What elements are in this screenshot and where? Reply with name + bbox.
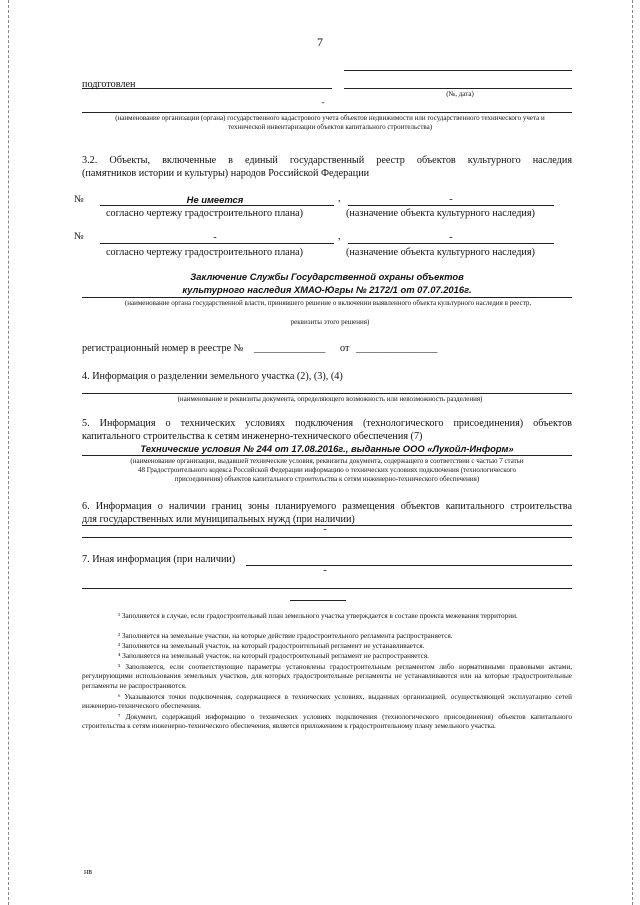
section-6-value: - — [323, 524, 327, 535]
object-comma-1: , — [338, 193, 341, 204]
section-3-2-text-line2: (памятников истории и культуры) народов Российской Федерации — [82, 168, 370, 179]
section-7-value: - — [323, 565, 327, 576]
footnote-7: ⁷ Документ, содержащий информацию о технических условиях подключения (технологического присоединения) объектов капитального строительства к сетям инженерно-технического обеспечения, является приложением к градостроительному плану земельного участка. — [82, 713, 572, 731]
section-5-caption-line2: 48 Градостроительного кодекса Российской Федерации информацию о технических условиях подключения (технологического — [137, 466, 517, 474]
section-5-text-line2: капитального строительства к сетям инженерно-технического обеспечения (7) — [82, 431, 423, 442]
footnote-1: ¹ Заполняется в случае, если градостроительный план земельного участка утверждается в составе проекта межевания территории. — [118, 612, 518, 620]
section-6-text-line1: 6. Информация о наличии границ зоны планируемого размещения объектов капитального строительства — [82, 501, 572, 512]
section-4-caption: (наименование и реквизиты документа, определяющего возможность или невозможность разделения) — [177, 395, 483, 403]
object-value-right-2: - — [449, 232, 453, 243]
section-3-2-text-line1: 3.2. Объекты, включенные в единый государственный реестр объектов культурного наследия — [82, 155, 572, 166]
object-caption-left-1: согласно чертежу градостроительного плана) — [106, 208, 304, 219]
center-dash-1: - — [321, 97, 325, 107]
object-caption-left-2: согласно чертежу градостроительного плана) — [106, 247, 304, 258]
org-underline — [82, 112, 572, 113]
conclusion-line2: культурного наследия ХМАО-Югры № 2172/1 от 07.07.2016г. — [182, 284, 472, 295]
object-number-label-1: № — [74, 194, 84, 205]
footnote-4: ⁴ Заполняется на земельный участок, на который градостроительный регламент не распространяется. — [118, 652, 429, 660]
section-5-value: Технические условия № 244 от 17.08.2016г., выданные ООО «Лукойл-Информ» — [140, 443, 514, 454]
section-5-underline — [82, 455, 572, 456]
prepared-label: подготовлен — [82, 79, 136, 90]
footnote-2: ² Заполняется на земельные участки, на которые действие градостроительного регламента распространяется. — [118, 632, 453, 640]
object-value-right-1: - — [449, 194, 453, 205]
page-number: 7 — [317, 35, 323, 49]
scan-edge-right — [632, 0, 633, 905]
number-date-caption: (№, дата) — [446, 90, 474, 98]
registration-from-blank: ________________ — [356, 343, 438, 354]
section-7-text: 7. Иная информация (при наличии) — [82, 554, 236, 565]
section-4-underline — [82, 393, 572, 394]
footnote-6: ⁶ Указываются точки подключения, содержащиеся в технических условиях, выданных организацией, осуществляющей эксплуатацию сетей инженерно-технического обеспечения. — [82, 693, 572, 711]
object-number-label-2: № — [74, 231, 84, 242]
authority-caption-line1: (наименование органа государственной власти, принявшего решение о включении выявленного объекта культурного наследия в реестр, — [124, 299, 532, 307]
registration-blank: ______________ — [254, 343, 326, 354]
footnote-3: ³ Заполняется на земельный участок, на который градостроительный регламент не устанавливается. — [118, 642, 425, 650]
authority-caption-line2: реквизиты этого решения) — [290, 318, 370, 326]
registration-label: регистрационный номер в реестре № — [82, 343, 244, 354]
prepared-underline-right — [344, 88, 572, 89]
section-4-text: 4. Информация о разделении земельного участка (2), (3), (4) — [82, 371, 343, 382]
section-6-text-line2: для государственных или муниципальных нужд (при наличии) — [82, 514, 355, 525]
footnote-separator — [290, 600, 346, 601]
object-caption-right-2: (назначение объекта культурного наследия) — [346, 247, 535, 258]
section-5-caption-line3: присоединения) объектов капитального строительства к сетям инженерно-технического обеспечения) — [174, 475, 480, 483]
conclusion-underline — [82, 297, 572, 298]
section-5-text-line1: 5. Информация о технических условиях подключения (технологического присоединения) объектов — [82, 418, 572, 429]
section-7-underline-1 — [246, 565, 572, 566]
org-caption: (наименование организации (органа) государственного кадастрового учета объектов недвижимости или государственного технического учета и технической инвентаризации объектов капитального строительства) — [115, 114, 545, 131]
object-caption-right-1: (назначение объекта культурного наследия) — [346, 208, 535, 219]
footnote-5: ⁵ Заполняется, если соответствующие параметры установлены градостроительным регламентом либо нормативными правовыми актами, регулирующими использования земельных участков, для которых градостроительные регламенты не устанавливаются или на которые градостроительные регламенты не распространяются. — [82, 663, 572, 690]
section-7-underline-2 — [82, 588, 572, 589]
object-value-left-1: Не имеется — [186, 194, 244, 205]
object-comma-2: , — [338, 231, 341, 242]
top-rule — [344, 70, 572, 71]
bottom-mark: нв — [84, 867, 93, 876]
section-5-caption-line1: (наименование организации, выдавшей технические условия, реквизиты документа, содержащего в соответствии с частью 7 статьи — [130, 457, 524, 465]
object-underline-left-1 — [100, 205, 334, 206]
object-underline-left-2 — [100, 243, 334, 244]
object-value-left-2: - — [213, 232, 217, 243]
registration-from-label: от — [340, 343, 350, 354]
object-underline-right-1 — [348, 205, 554, 206]
section-6-underline-2 — [82, 537, 572, 538]
scan-edge-left — [8, 0, 9, 905]
conclusion-line1: Заключение Службы Государственной охраны объектов — [190, 271, 464, 282]
prepared-underline-left — [82, 88, 332, 89]
object-underline-right-2 — [348, 243, 554, 244]
